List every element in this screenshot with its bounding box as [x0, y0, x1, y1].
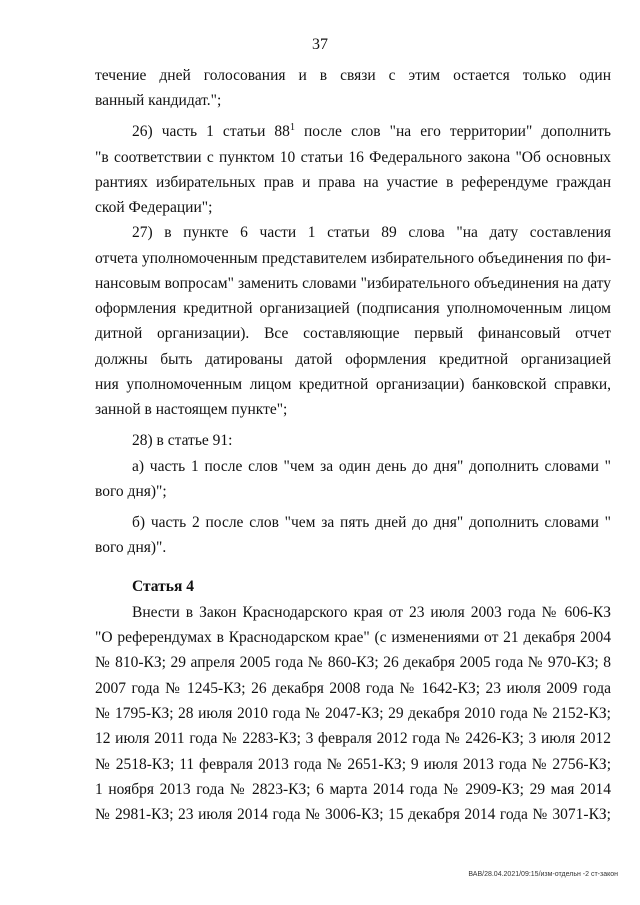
- text-line: нансовым вопросам" заменить словами "избирательного объединения на дату: [95, 275, 611, 292]
- item-26-prefix: 26) часть 1 статьи 88: [132, 123, 290, 140]
- text-line: течение дней голосования и в связи с этим остается только один: [95, 67, 611, 84]
- text-line: вого дня)";: [95, 483, 167, 500]
- text-line: [132, 122, 611, 142]
- text-line: ванный кандидат.";: [95, 92, 222, 109]
- text-line: ской Федерации";: [95, 199, 213, 216]
- text-line: № 2981-КЗ; 23 июля 2014 года № 3006-КЗ; 15 декабря 2014 года № 3071-КЗ;: [95, 806, 611, 823]
- text-line: "О референдумах в Краснодарском крае" (с изменениями от 21 декабря 2004: [95, 629, 611, 646]
- text-line: № 1795-КЗ; 28 июля 2010 года № 2047-КЗ; 29 декабря 2010 года № 2152-КЗ;: [95, 705, 611, 722]
- text-line: № 2518-КЗ; 11 февраля 2013 года № 2651-КЗ; 9 июля 2013 года № 2756-КЗ;: [95, 756, 611, 773]
- text-line: 28) в статье 91:: [132, 432, 233, 449]
- text-line: должны быть датированы датой оформления кредитной организацией: [95, 351, 611, 368]
- text-line: вого дня)".: [95, 539, 167, 556]
- page-number: 37: [312, 36, 328, 53]
- superscript: 1: [289, 122, 295, 133]
- text-line: б) часть 2 после слов "чем за пять дней до дня" дополнить словами ": [132, 514, 611, 531]
- article-heading: Статья 4: [132, 578, 194, 595]
- text-line: 2007 года № 1245-КЗ; 26 декабря 2008 года № 1642-КЗ; 23 июля 2009 года: [95, 680, 611, 697]
- text-line: № 810-КЗ; 29 апреля 2005 года № 860-КЗ; 26 декабря 2005 года № 970-КЗ; 8: [95, 654, 611, 671]
- text-line: оформления кредитной организацией (подписания уполномоченным лицом: [95, 300, 611, 317]
- text-line: 1 ноября 2013 года № 2823-КЗ; 6 марта 2014 года № 2909-КЗ; 29 мая 2014: [95, 781, 611, 798]
- footer-stamp: ВАВ/28.04.2021/09:15/изм-отдельн -2 ст-закон: [468, 871, 618, 878]
- text-line: рантиях избирательных прав и права на участие в референдуме граждан: [95, 174, 611, 191]
- text-line: отчета уполномоченным представителем избирательного объединения по фи-: [95, 250, 611, 267]
- item-26-rest: после слов "на его территории" дополнить: [303, 123, 611, 140]
- text-line: Внести в Закон Краснодарского края от 23 июля 2003 года № 606-КЗ: [132, 604, 611, 621]
- text-line: ния уполномоченным лицом кредитной организации) банковской справки,: [95, 376, 611, 393]
- text-line: 12 июля 2011 года № 2283-КЗ; 3 февраля 2012 года № 2426-КЗ; 3 июля 2012: [95, 730, 611, 747]
- text-line: дитной организации). Все составляющие первый финансовый отчет: [95, 325, 611, 342]
- text-line: а) часть 1 после слов "чем за один день до дня" дополнить словами ": [132, 458, 611, 475]
- text-line: "в соответствии с пунктом 10 статьи 16 Федерального закона "Об основных: [95, 149, 611, 166]
- text-line: 27) в пункте 6 части 1 статьи 89 слова "на дату составления: [132, 224, 611, 241]
- text-line: занной в настоящем пункте";: [95, 401, 288, 418]
